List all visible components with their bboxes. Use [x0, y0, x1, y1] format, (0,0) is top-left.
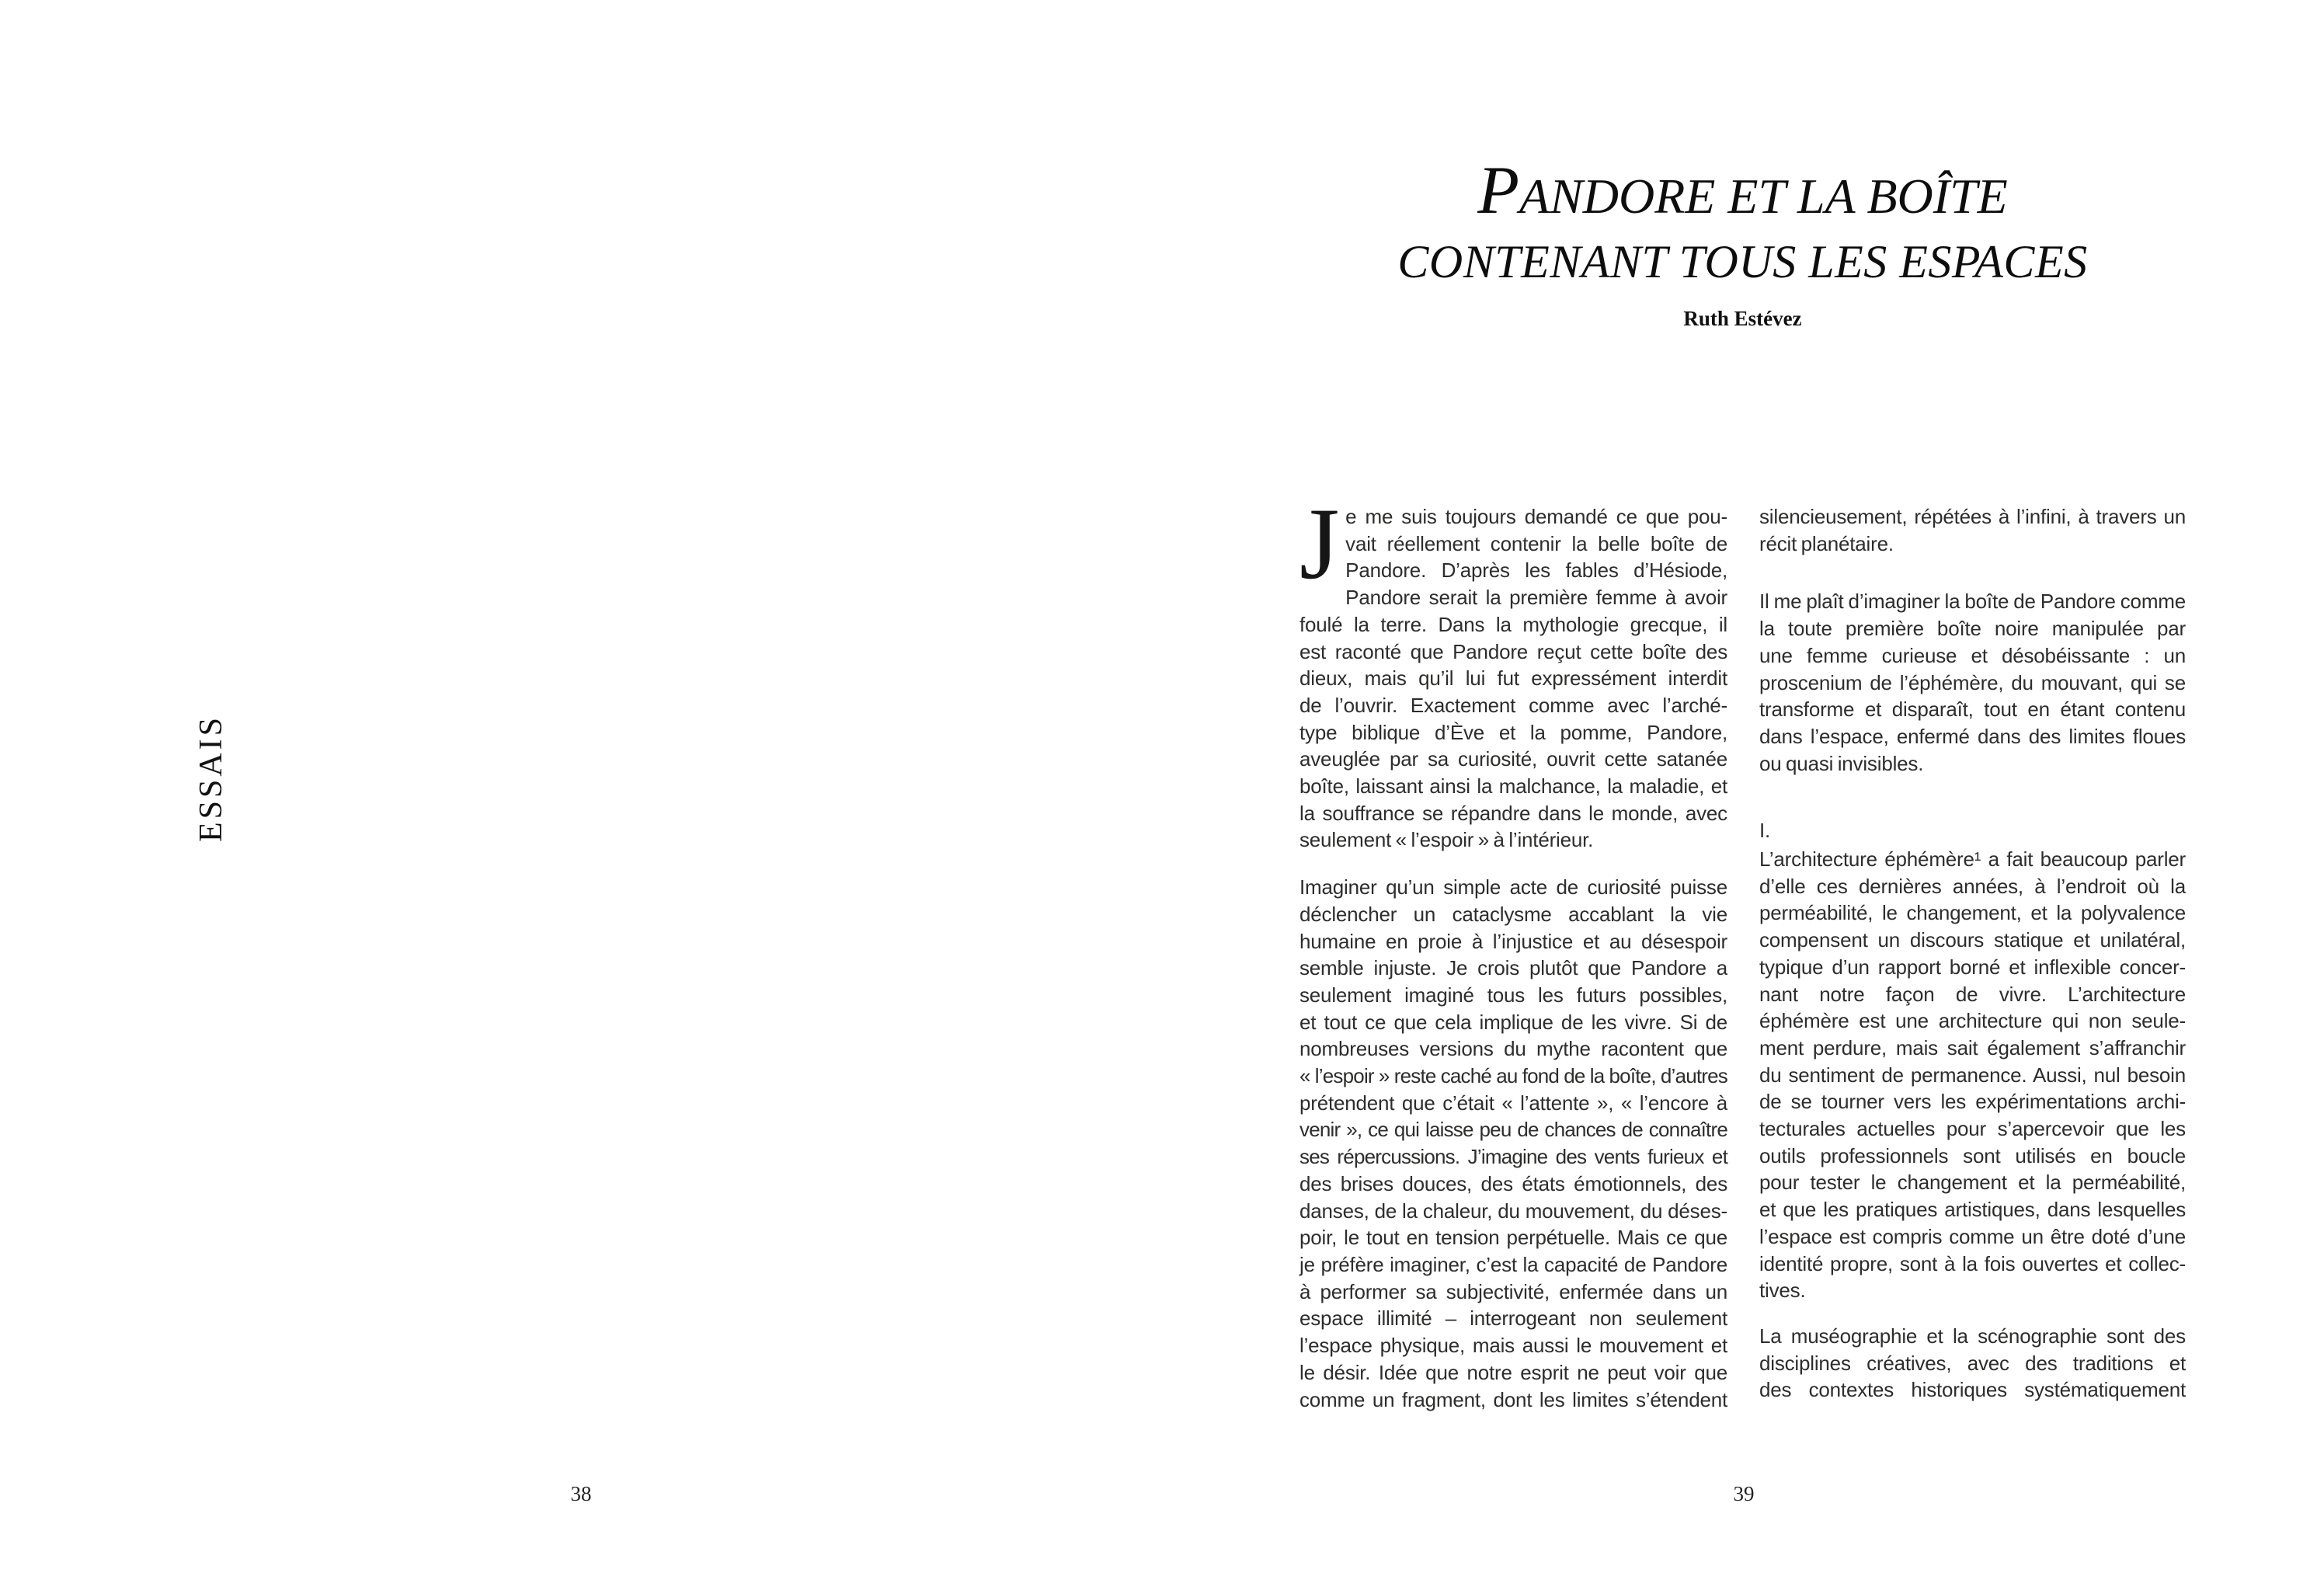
text-line: dieux, mais qu’il lui fut expressément interdit	[1299, 666, 1727, 691]
text-line: tives.	[1759, 1279, 1806, 1303]
text-line: nant notre façon de vivre. L’architecture	[1759, 982, 2186, 1006]
text-line: espace illimité – interrogeant non seulement	[1299, 1306, 1727, 1331]
text-line: boîte, laissant ainsi la malchance, la maladie, et	[1299, 774, 1727, 798]
text-line: Il me plaît d’imaginer la boîte de Pandore comme	[1759, 590, 2186, 614]
page-number-left: 38	[570, 1482, 592, 1505]
text-line: prétendent que c’était « l’attente », « l’encore à	[1299, 1091, 1727, 1115]
text-line: venir », ce qui laisse peu de chances de connaître	[1299, 1118, 1727, 1142]
text-line: L’architecture éphémère¹ a fait beaucoup parler	[1759, 847, 2186, 872]
text-line: poir, le tout en tension perpétuelle. Mais ce que	[1299, 1226, 1727, 1250]
section-label-vertical: ESSAIS	[193, 714, 229, 843]
text-line: type biblique d’Ève et la pomme, Pandore,	[1299, 720, 1727, 744]
text-column-1	[1299, 486, 1727, 1413]
text-line: aveuglée par sa curiosité, ouvrit cette satanée	[1299, 747, 1727, 771]
text-line: de l’ouvrir. Exactement comme avec l’arché-	[1299, 693, 1727, 717]
drop-cap: J	[1299, 486, 1340, 600]
text-line: l’espace est compris comme un être doté d’une	[1759, 1224, 2186, 1248]
paragraph	[1759, 503, 2186, 557]
text-line: seulement imaginé tous les futurs possibles,	[1299, 983, 1727, 1007]
text-line: d’elle ces dernières années, à l’endroit où la	[1759, 874, 2186, 898]
text-line: transforme et disparaît, tout en étant contenu	[1759, 698, 2186, 722]
text-line: humaine en proie à l’injustice et au désespoir	[1299, 929, 1727, 953]
text-line: proscenium de l’éphémère, du mouvant, qui se	[1759, 670, 2186, 694]
text-line: déclencher un cataclysme accablant la vie	[1299, 902, 1727, 926]
essay-title-line-1: PANDORE ET LA BOÎTE	[1477, 153, 2008, 228]
text-line: e me suis toujours demandé ce que pou-	[1345, 505, 1727, 528]
paragraph	[1759, 588, 2186, 777]
text-line: silencieusement, répétées à l’infini, à travers un	[1759, 505, 2186, 528]
text-line: je préfère imaginer, c’est la capacité de Pandore	[1299, 1252, 1727, 1276]
essay-title-line-2: CONTENANT TOUS LES ESPACES	[1397, 236, 2088, 287]
text-column-2	[1759, 503, 2186, 1404]
text-line: des contextes historiques systématiquement	[1759, 1378, 2186, 1402]
paragraph	[1759, 846, 2186, 1304]
text-line: Pandore serait la première femme à avoir	[1345, 586, 1727, 610]
text-line: semble injuste. Je crois plutôt que Pandore a	[1299, 956, 1727, 980]
text-line: disciplines créatives, avec des traditions et	[1759, 1351, 2186, 1375]
text-line: est raconté que Pandore reçut cette boîte des	[1299, 639, 1727, 663]
essay-author: Ruth Estévez	[1683, 307, 1802, 330]
text-line: la souffrance se répandre dans le monde, avec	[1299, 801, 1727, 825]
text-line: et que les pratiques artistiques, dans lesquelles	[1759, 1198, 2186, 1222]
text-line: ment perdure, mais sait également s’affranchir	[1759, 1035, 2186, 1059]
text-line: nombreuses versions du mythe racontent que	[1299, 1037, 1727, 1061]
text-line: du sentiment de permanence. Aussi, nul besoin	[1759, 1063, 2186, 1087]
text-line: vait réellement contenir la belle boîte de	[1345, 531, 1727, 555]
paragraph	[1299, 874, 1727, 1413]
text-line: à performer sa subjectivité, enfermée dans un	[1299, 1279, 1727, 1303]
page-number-right: 39	[1733, 1482, 1755, 1505]
text-line: identité propre, sont à la fois ouvertes et collec-	[1759, 1251, 2186, 1275]
text-line: seulement « l’espoir » à l’intérieur.	[1299, 828, 1594, 852]
section-heading	[1759, 817, 2186, 844]
text-line: de se tourner vers les expérimentations archi-	[1759, 1090, 2186, 1114]
text-line: des brises douces, des états émotionnels, des	[1299, 1171, 1727, 1195]
text-line: dans l’espace, enfermé dans des limites floues	[1759, 724, 2186, 748]
text-line: tecturales actuelles pour s’apercevoir que les	[1759, 1117, 2186, 1141]
text-line: comme un fragment, dont les limites s’étendent	[1299, 1387, 1727, 1411]
text-line: Pandore. D’après les fables d’Hésiode,	[1345, 558, 1727, 583]
paragraph	[1759, 1323, 2186, 1404]
text-line: le désir. Idée que notre esprit ne peut voir que	[1299, 1360, 1727, 1384]
text-line: la toute première boîte noire manipulée par	[1759, 617, 2186, 641]
text-line: typique d’un rapport borné et inflexible concer-	[1759, 955, 2186, 979]
paragraph	[1299, 486, 1727, 854]
text-line: perméabilité, le changement, et la polyvalence	[1759, 901, 2186, 925]
text-line: compensent un discours statique et unilatéral,	[1759, 928, 2186, 952]
text-line: l’espace physique, mais aussi le mouvement et	[1299, 1334, 1727, 1358]
text-line: une femme curieuse et désobéissante : un	[1759, 643, 2186, 667]
text-line: I.	[1759, 819, 1771, 843]
text-line: récit planétaire.	[1759, 531, 1894, 555]
text-line: outils professionnels sont utilisés en boucle	[1759, 1143, 2186, 1167]
text-line: La muséographie et la scénographie sont des	[1759, 1324, 2186, 1348]
text-line: foulé la terre. Dans la mythologie grecque, il	[1299, 612, 1727, 636]
text-line: ou quasi invisibles.	[1759, 751, 1924, 775]
text-line: ses répercussions. J’imagine des vents furieux et	[1299, 1145, 1727, 1169]
text-line: et tout ce que cela implique de les vivre. Si de	[1299, 1010, 1727, 1034]
text-line: danses, de la chaleur, du mouvement, du déses-	[1299, 1199, 1727, 1223]
text-line: « l’espoir » reste caché au fond de la boîte, d’autres	[1299, 1064, 1727, 1088]
text-line: Imaginer qu’un simple acte de curiosité puisse	[1299, 875, 1727, 899]
text-line: éphémère est une architecture qui non seule-	[1759, 1009, 2186, 1033]
text-line: pour tester le changement et la perméabilité,	[1759, 1171, 2186, 1195]
